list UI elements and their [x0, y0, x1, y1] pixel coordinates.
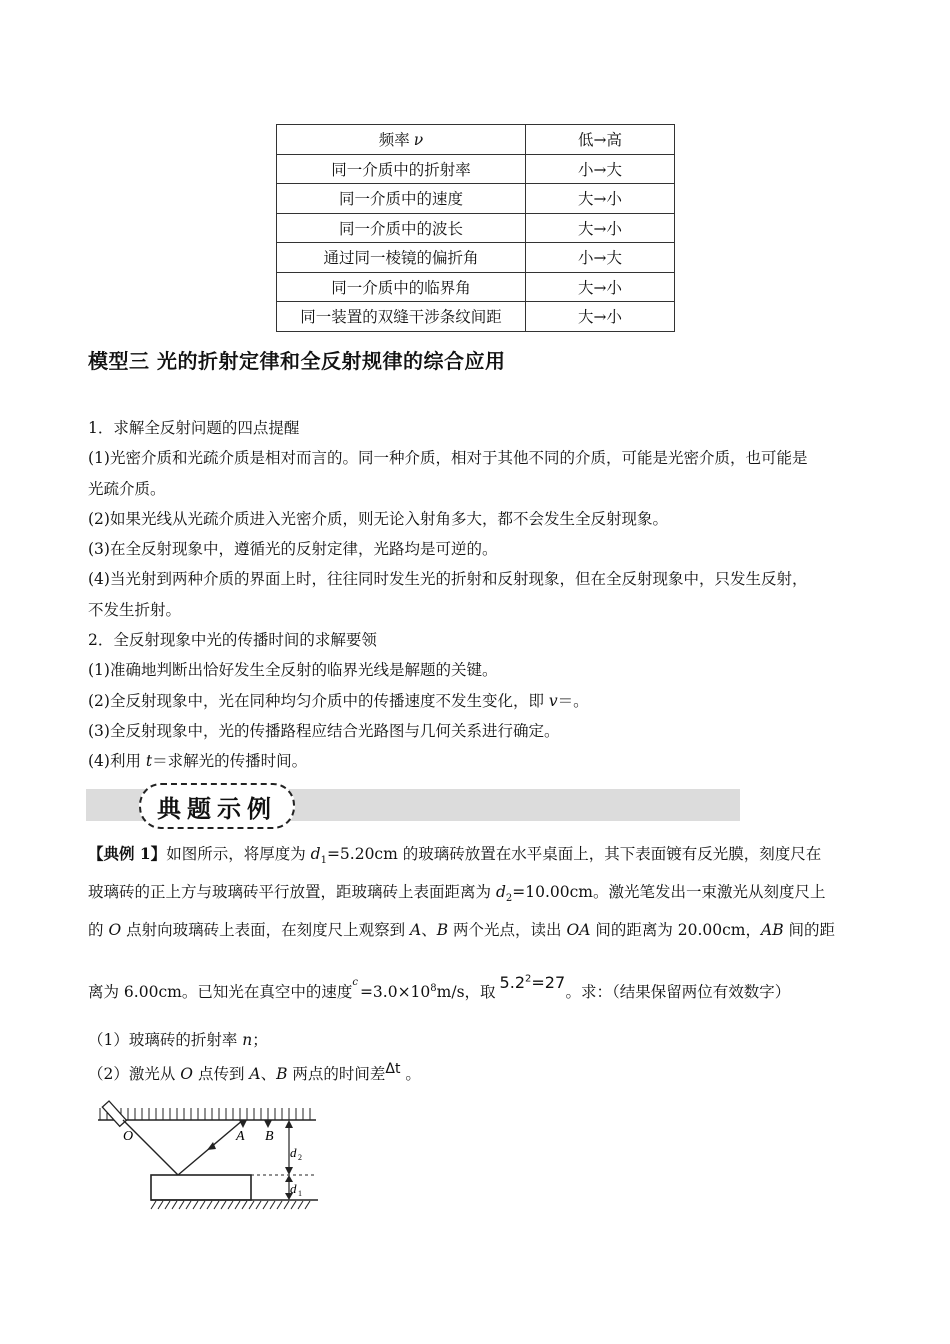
hatch-mark [172, 1201, 177, 1209]
trend-cell: 小→大 [526, 243, 675, 273]
text-span: ； [252, 1031, 268, 1049]
arrow-head [285, 1120, 293, 1128]
property-name: 同一装置的双缝干涉条纹间距 [300, 308, 502, 327]
text-span: 。 [400, 1065, 421, 1083]
property-name: 同一介质中的临界角 [331, 278, 471, 297]
trend-cell: 大→小 [526, 213, 675, 243]
text-span: 间的距离为 20.00cm， [590, 921, 761, 939]
point-1-line-a: (1)光密介质和光疏介质是相对而言的。同一种介质，相对于其他不同的介质，可能是光密介质，也可能是 [88, 449, 808, 468]
trend-cell: 大→小 [526, 302, 675, 332]
tip-4-post: ＝求解光的传播时间。 [152, 752, 308, 771]
point-2: (2)如果光线从光疏介质进入光密介质，则无论入射角多大，都不会发生全反射现象。 [88, 509, 668, 528]
text-span: =3.0×10 [359, 983, 431, 1001]
var-A: A [410, 921, 422, 939]
text-span: 如图所示，将厚度为 [166, 845, 311, 863]
heading-2: 2．全反射现象中光的传播时间的求解要领 [88, 631, 377, 650]
var-OA: OA [566, 921, 591, 939]
hatch-mark [221, 1201, 226, 1209]
laser-pen-icon [102, 1101, 126, 1126]
var-v: v [548, 691, 558, 710]
text-span: 、 [421, 921, 437, 939]
text-span: 5.2 [499, 973, 525, 992]
hatch-mark [242, 1201, 247, 1209]
hatch-mark [151, 1201, 156, 1209]
hatch-mark [263, 1201, 268, 1209]
property-cell [277, 272, 526, 302]
label-d1-sub: 1 [298, 1189, 302, 1198]
var-c: c [352, 977, 358, 988]
hatch-mark [207, 1201, 212, 1209]
table-row [277, 213, 675, 243]
label-d2-sub: 2 [298, 1153, 302, 1162]
text-span: 、 [260, 1065, 277, 1083]
example-tag: 【典例 1】 [88, 844, 167, 863]
text-span: =27 [531, 973, 566, 992]
trend-cell: 低→高 [526, 125, 675, 155]
subscript: 1 [320, 855, 327, 867]
superscript: 2 [525, 973, 532, 985]
hatch-mark [228, 1201, 233, 1209]
text-span: 的 [88, 921, 109, 939]
text-span: =5.20cm 的玻璃砖放置在水平桌面上，其下表面镀有反光膜，刻度尺在 [326, 845, 822, 863]
var-d1: d [310, 845, 321, 863]
label-B: B [265, 1129, 274, 1144]
hatch-mark [270, 1201, 275, 1209]
hatch-mark [179, 1201, 184, 1209]
var-d2: d [495, 883, 506, 901]
trend-cell: 小→大 [526, 154, 675, 184]
heading-1: 1．求解全反射问题的四点提醒 [88, 419, 300, 437]
property-name: 同一介质中的折射率 [331, 160, 471, 179]
tip-2-pre: (2)全反射现象中，光在同种均匀介质中的传播速度不发生变化，即 [88, 691, 549, 710]
point-A-marker [239, 1120, 247, 1128]
hatch-mark [256, 1201, 261, 1209]
tip-3: (3)全反射现象中，光的传播路程应结合光路图与几何关系进行确定。 [88, 721, 560, 740]
label-d2: d [290, 1145, 297, 1160]
property-name: 同一介质中的波长 [338, 219, 463, 238]
property-cell [277, 154, 526, 184]
point-4-line-a: (4)当光射到两种介质的界面上时，往往同时发生光的折射和反射现象，但在全反射现象中，只发生反射， [88, 570, 808, 589]
text-span: 。求：（结果保留两位有效数字） [565, 983, 791, 1001]
hatch-mark [291, 1201, 296, 1209]
hatch-mark [249, 1201, 254, 1209]
hatch-mark [158, 1201, 163, 1209]
var-n: n [242, 1031, 253, 1049]
table-row [277, 272, 675, 302]
text-span: =10.00cm。激光笔发出一束激光从刻度尺上 [512, 883, 826, 901]
example-line-4 [88, 973, 791, 1002]
hatch-mark [200, 1201, 205, 1209]
var-delta-t: Δt [385, 1061, 401, 1077]
example-line-3 [88, 918, 835, 940]
hatch-mark [305, 1201, 310, 1209]
property-name: 通过同一棱镜的偏折角 [323, 249, 479, 268]
text-span: （2）激光从 [88, 1065, 181, 1083]
var-A: A [249, 1065, 261, 1083]
example-banner-badge: 典题示例 [139, 783, 295, 829]
tip-1: (1)准确地判断出恰好发生全反射的临界光线是解题的关键。 [88, 661, 498, 680]
ruler-ticks [100, 1108, 310, 1120]
point-1-line-b: 光疏介质。 [88, 479, 166, 498]
text-span: （1）玻璃砖的折射率 [88, 1031, 243, 1049]
label-d1: d [290, 1181, 297, 1196]
glass-brick [151, 1175, 251, 1200]
text-span: 点传到 [193, 1065, 250, 1083]
label-A: A [236, 1129, 245, 1144]
subscript: 2 [505, 893, 513, 905]
point-4-line-b: 不发生折射。 [88, 600, 182, 619]
var-B: B [436, 921, 449, 939]
superscript: 8 [430, 982, 437, 994]
hatch-mark [298, 1201, 303, 1209]
var-O: O [180, 1065, 194, 1083]
var-O: O [108, 921, 122, 939]
trend-cell: 大→小 [526, 184, 675, 214]
tip-4-pre: (4)利用 [88, 752, 146, 771]
property-cell [277, 213, 526, 243]
tip-4 [88, 746, 868, 776]
table-row [277, 125, 675, 155]
tip-2 [88, 686, 868, 716]
hatch-mark [284, 1201, 289, 1209]
table-row [277, 243, 675, 273]
property-cell [277, 184, 526, 214]
property-name: 同一介质中的速度 [338, 190, 463, 209]
text-span: 点射向玻璃砖上表面，在刻度尺上观察到 [121, 921, 411, 939]
hatch-mark [214, 1201, 219, 1209]
hatch-mark [186, 1201, 191, 1209]
question-2 [88, 1062, 421, 1084]
glass-brick-diagram [96, 1094, 326, 1214]
trend-cell: 大→小 [526, 272, 675, 302]
text-span: 间的距 [783, 921, 836, 939]
text-span: 离为 6.00cm。已知光在真空中的速度 [88, 983, 353, 1001]
property-cell [277, 125, 526, 155]
example-line-1 [88, 842, 821, 866]
property-cell [277, 243, 526, 273]
label-O: O [123, 1129, 134, 1144]
question-1 [88, 1028, 268, 1050]
hatch-mark [277, 1201, 282, 1209]
text-span: 玻璃砖的正上方与玻璃砖平行放置，距玻璃砖上表面距离为 [88, 883, 496, 901]
table-row [277, 154, 675, 184]
formula-inner [500, 973, 566, 992]
property-cell [277, 302, 526, 332]
hatch-mark [165, 1201, 170, 1209]
point-3: (3)在全反射现象中，遵循光的反射定律，光路均是可逆的。 [88, 540, 498, 559]
point-B-marker [264, 1120, 272, 1128]
var-B: B [276, 1065, 288, 1083]
table-hatch [151, 1201, 310, 1209]
arrow-head [285, 1167, 293, 1175]
property-name: 频率 [378, 131, 410, 150]
property-variable: ν [413, 131, 424, 150]
example-line-2 [88, 880, 826, 904]
hatch-mark [193, 1201, 198, 1209]
tip-2-post: ＝。 [557, 691, 589, 710]
table-row [277, 184, 675, 214]
var-t: t [145, 752, 153, 771]
section-title: 模型三 光的折射定律和全反射规律的综合应用 [88, 349, 506, 373]
key-points [88, 413, 868, 777]
hatch-mark [235, 1201, 240, 1209]
text-span: 两点的时间差 [287, 1065, 386, 1083]
text-span: 两个光点，读出 [448, 921, 567, 939]
var-AB: AB [761, 921, 784, 939]
table-row [277, 302, 675, 332]
text-span: m/s，取 [436, 983, 496, 1001]
light-properties-table [276, 124, 675, 332]
